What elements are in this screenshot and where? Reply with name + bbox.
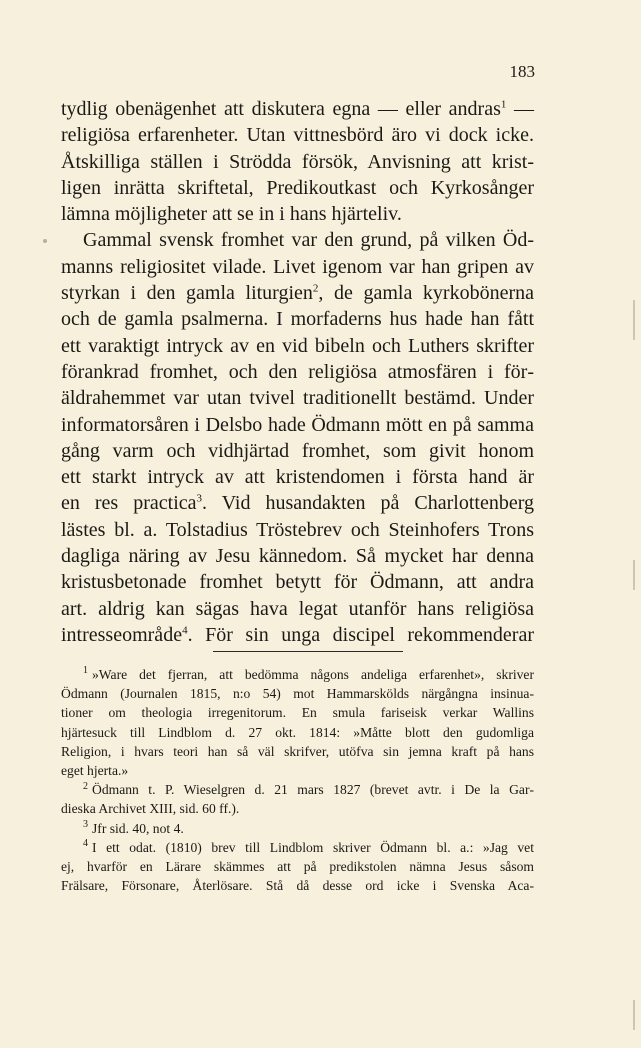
footnote-line <box>61 799 534 818</box>
footnote-text: Ödmann t. P. Wieselgren d. 21 mars 1827 (brevet avtr. i De la Gar‐ <box>92 782 534 798</box>
footnote-text: »Ware det fjerran, att bedömma någons andeliga erfarenhet», skriver <box>92 667 534 682</box>
footnote-text: eget hjerta.» <box>61 762 129 778</box>
footnote-divider <box>213 651 403 652</box>
text-line <box>61 569 534 595</box>
footnote-text: dieska Archivet XIII, sid. 60 ff.). <box>61 801 240 817</box>
edge-mark <box>633 300 635 340</box>
line-text: ett varaktigt intryck av en vid bibeln och Luthers skrifter <box>61 334 534 357</box>
text-line <box>61 254 534 280</box>
footnote-reference: 4 <box>182 624 188 637</box>
line-text: manns religiositet vilade. Livet igenom var han gripen av <box>61 255 534 278</box>
body-text <box>61 96 534 648</box>
text-line <box>61 490 534 516</box>
line-text: Åtskilliga ställen i Strödda försök, Anvisning att krist‐ <box>61 150 534 173</box>
footnote-number: 4 <box>83 838 88 850</box>
text-line <box>61 464 534 490</box>
text-line <box>61 517 534 543</box>
line-text: och de gamla psalmerna. I morfaderns hus hade han fått <box>61 308 534 331</box>
page-number: 183 <box>509 62 535 81</box>
line-text: informatorsåren i Delsbo hade Ödmann mött en på samma <box>61 413 534 436</box>
line-text: ett starkt intryck av att kristendomen i första hand är <box>61 466 534 489</box>
line-text-tail: . För sin unga discipel rekommenderar <box>187 623 534 646</box>
line-text: lästes bl. a. Tolstadius Tröstebrev och Steinhofers Trons <box>61 518 534 541</box>
text-line <box>61 122 534 148</box>
line-text: en res practica <box>61 492 197 515</box>
margin-dot <box>43 239 47 243</box>
footnote-number: 1 <box>83 665 88 677</box>
text-line <box>61 543 534 569</box>
footnote-reference: 2 <box>312 282 319 295</box>
text-line <box>61 227 534 253</box>
line-text-tail: , de gamla kyrkobönerna <box>318 282 534 305</box>
footnote-reference: 3 <box>196 492 203 505</box>
footnote-line <box>61 665 534 684</box>
line-text: ligen inrätta skriftetal, Predikoutkast och Kyrkosånger <box>61 176 534 199</box>
footnote-line <box>61 684 534 703</box>
line-text: gång varm och vidhjärtad fromhet, som givit honom <box>61 439 534 462</box>
text-line <box>61 149 534 175</box>
line-text: dagliga näring av Jesu kännedom. Så mycket har denna <box>61 545 534 568</box>
footnote-number: 2 <box>83 780 88 792</box>
footnote-line <box>61 723 534 742</box>
text-line <box>61 96 534 122</box>
text-line <box>61 280 534 306</box>
footnote-text: Religion, i hvars teori han så väl skrifver, utöfva sin jemna kraft på hans <box>61 743 534 759</box>
footnote-line <box>61 876 534 895</box>
line-text: förankrad fromhet, och den religiösa atmosfären i för‐ <box>61 360 534 383</box>
line-text-tail: . Vid husandakten på Charlottenberg <box>202 492 534 515</box>
footnote-text: tioner om theologia irregenitorum. En smula fariseisk verkar Wallins <box>61 705 534 721</box>
footnote-line <box>61 780 534 799</box>
footnote-line <box>61 703 534 722</box>
footnote-line <box>61 838 534 857</box>
footnote-line <box>61 742 534 761</box>
text-line <box>61 412 534 438</box>
text-line <box>61 622 534 648</box>
footnote-reference: 1 <box>500 98 507 111</box>
footnote-line <box>61 857 534 876</box>
line-text: lämna möjligheter att se in i hans hjärteliv. <box>61 203 402 226</box>
footnote-text: hjärtesuck till Lindblom d. 27 okt. 1814: »Måtte blott den gudomliga <box>61 724 534 740</box>
text-line <box>61 385 534 411</box>
text-line <box>61 359 534 385</box>
text-line <box>61 438 534 464</box>
line-text: styrkan i den gamla liturgien <box>61 282 313 305</box>
footnote-number: 3 <box>83 818 88 830</box>
line-text: Gammal svensk fromhet var den grund, på vilken Öd‐ <box>83 229 534 252</box>
line-text: kristusbetonade fromhet betytt för Ödmann, att andra <box>61 571 534 594</box>
footnotes <box>61 665 534 895</box>
text-line <box>61 333 534 359</box>
line-text: tydlig obenägenhet att diskutera egna — eller andras <box>61 98 501 120</box>
footnote-text: I ett odat. (1810) brev till Lindblom skriver Ödmann bl. a.: »Jag vet <box>92 839 534 855</box>
text-line <box>61 596 534 622</box>
footnote-line <box>61 819 534 838</box>
footnote-text: Jfr sid. 40, not 4. <box>92 820 184 836</box>
footnote-text: Ödmann (Journalen 1815, n:o 54) mot Hammarskölds närgångna insinua‐ <box>61 686 534 702</box>
edge-mark <box>633 560 635 590</box>
line-text-tail: — <box>506 98 534 120</box>
text-line <box>61 201 534 227</box>
footnote-text: ej, hvarför en Lärare skämmes att på predikstolen nämna Jesus såsom <box>61 858 534 874</box>
text-line <box>61 175 534 201</box>
line-text: intresseområde <box>61 623 183 646</box>
footnote-text: Frälsare, Försonare, Återlösare. Stå då desse ord icke i Svenska Aca‐ <box>61 878 534 894</box>
line-text: art. aldrig kan sägas hava legat utanför hans religiösa <box>61 597 534 620</box>
edge-mark <box>633 1000 635 1030</box>
line-text: religiösa erfarenheter. Utan vittnesbörd äro vi dock icke. <box>61 124 534 147</box>
text-line <box>61 306 534 332</box>
footnote-line <box>61 761 534 780</box>
line-text: äldrahemmet var utan tvivel traditionellt bestämd. Under <box>61 387 534 410</box>
